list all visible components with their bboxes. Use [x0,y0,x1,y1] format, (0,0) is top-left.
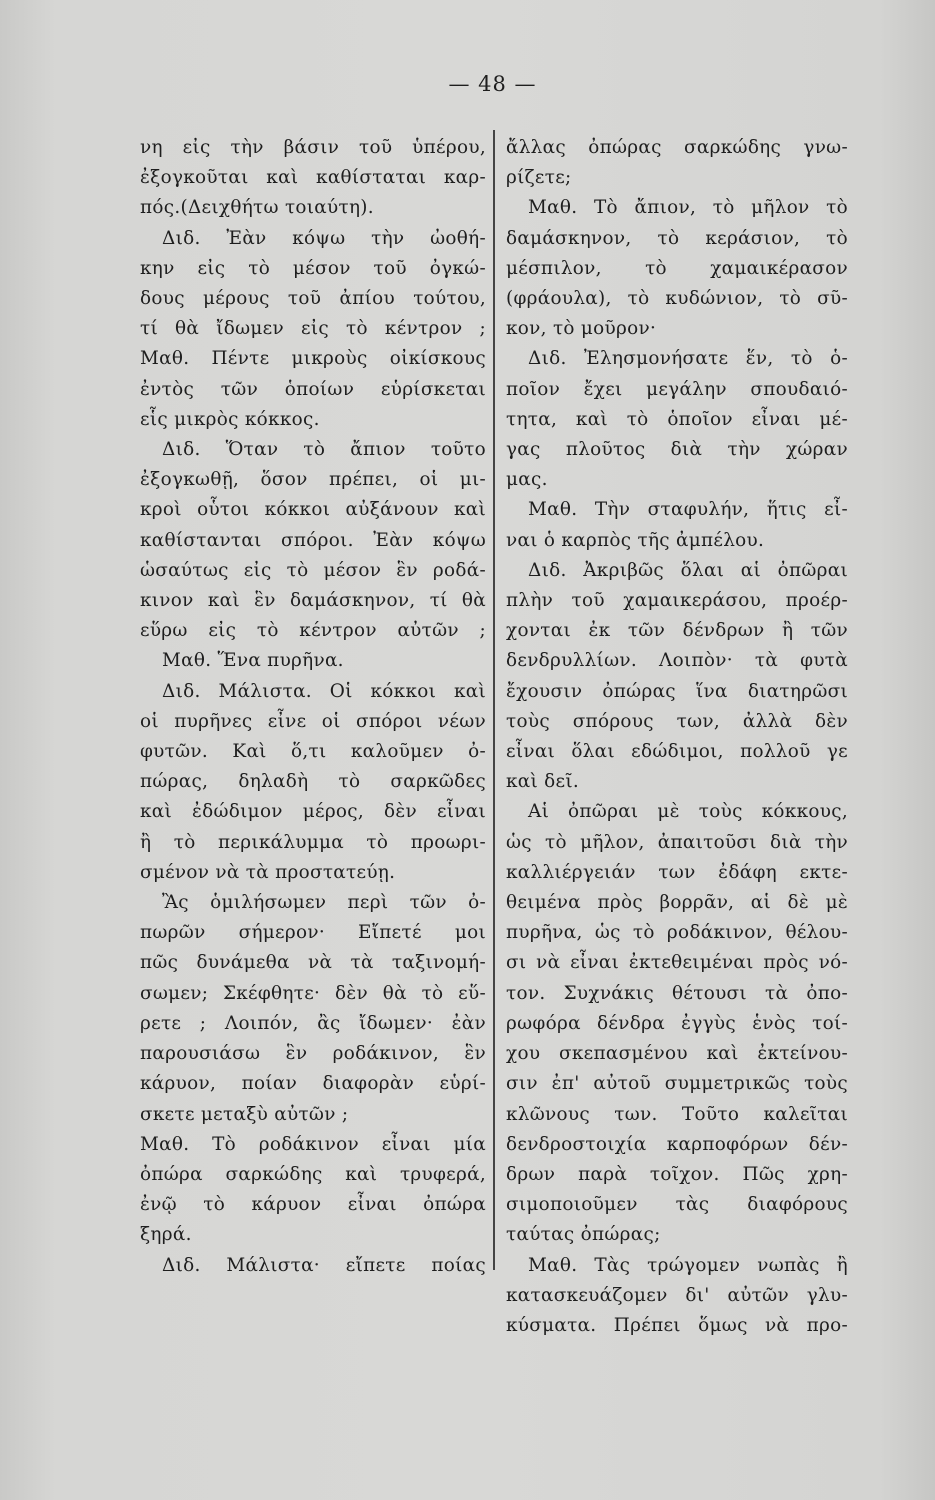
text-line: ρίζετε; [506,167,572,189]
page-number: — 48 — [448,72,537,96]
text-line: σιμοποιοῦμεν τὰς διαφόρους [506,1194,848,1216]
text-line: Διδ. Μάλιστα. Οἱ κόκκοι καὶ [162,680,486,702]
text-line: πωρῶν σήμερον· Εἴπετέ μοι [140,922,486,944]
text-line: παρουσιάσω ἓν ροδάκινον, ἓν [140,1043,486,1065]
text-line: γας πλοῦτος διὰ τὴν χώραν [506,439,848,461]
text-line: Μαθ. Πέντε μικροὺς οἰκίσκους [140,348,486,370]
text-line: σωμεν; Σκέφθητε· δὲν θὰ τὸ εὕ- [140,982,486,1004]
text-line: ρωφόρα δένδρα ἐγγὺς ἑνὸς τοί- [506,1012,848,1034]
text-line: πλὴν τοῦ χαμαικεράσου, προέρ- [506,590,848,612]
text-line: ὡσαύτως εἰς τὸ μέσον ἓν ροδά- [140,559,486,581]
text-line: ἄλλας ὀπώρας σαρκώδης γνω- [506,137,848,158]
text-line: δους μέρους τοῦ ἀπίου τούτου, [140,288,486,310]
text-line: δρων παρὰ τοῖχον. Πῶς χρη- [506,1163,848,1185]
text-line: θειμένα πρὸς βορρᾶν, αἱ δὲ μὲ [506,892,848,914]
text-line: Διδ. Ἐλησμονήσατε ἕν, τὸ ὁ- [528,348,848,370]
text-line: Μαθ. Ἕνα πυρῆνα. [162,650,344,672]
text-line: καὶ ἐδώδιμον μέρος, δὲν εἶναι [140,801,486,823]
left-column [140,133,486,1281]
text-line: σμένον νὰ τὰ προστατεύῃ. [140,861,396,883]
text-line: Διδ. Ἐὰν κόψω τὴν ὠοθή- [162,227,486,249]
text-line: Μαθ. Τὸ ἄπιον, τὸ μῆλον τὸ [528,197,848,219]
text-line: δενδρυλλίων. Λοιπὸν· τὰ φυτὰ [506,650,848,672]
text-line: κινον καὶ ἓν δαμάσκηνον, τί θὰ [140,590,486,612]
text-line: δαμάσκηνον, τὸ κεράσιον, τὸ [506,227,848,249]
text-line: κλῶνους των. Τοῦτο καλεῖται [506,1103,848,1125]
text-line: Μαθ. Τὸ ροδάκινον εἶναι μία [140,1133,486,1155]
text-line: Μαθ. Τὴν σταφυλήν, ἥτις εἶ- [528,499,848,521]
text-line: ἔχουσιν ὀπώρας ἵνα διατηρῶσι [506,680,848,702]
text-line: Διδ. Ἀκριβῶς ὅλαι αἱ ὀπῶραι [528,559,848,581]
text-line: καλλιέργειάν των ἐδάφη εκτε- [506,861,848,883]
text-line: ρετε ; Λοιπόν, ἂς ἴδωμεν· ἐὰν [140,1012,486,1034]
text-line: Διδ. Ὅταν τὸ ἄπιον τοῦτο [162,439,486,461]
text-line: κάρυον, ποίαν διαφορὰν εὑρί- [140,1073,486,1095]
column-divider [493,130,495,1270]
text-line: ἢ τὸ περικάλυμμα τὸ προωρι- [140,831,486,853]
text-line: (φράουλα), τὸ κυδώνιον, τὸ σῦ- [506,288,848,310]
text-line: χονται ἐκ τῶν δένδρων ἢ τῶν [506,620,848,642]
text-line: ὡς τὸ μῆλον, ἀπαιτοῦσι διὰ τὴν [506,831,848,853]
text-line: καὶ δεῖ. [506,771,580,793]
text-line: σκετε μεταξὺ αὐτῶν ; [140,1103,349,1125]
text-line: ἐξογκωθῇ, ὅσον πρέπει, οἱ μι- [140,469,486,491]
text-line: χου σκεπασμένου καὶ ἐκτείνου- [506,1043,848,1065]
text-line: πῶς δυνάμεθα νὰ τὰ ταξινομή- [140,952,486,974]
text-line: φυτῶν. Καὶ ὅ,τι καλοῦμεν ὀ- [140,741,486,763]
text-line: κατασκευάζομεν δι' αὐτῶν γλυ- [506,1284,848,1306]
text-line: ἐξογκοῦται καὶ καθίσταται καρ- [140,167,486,189]
text-line: Μαθ. Τὰς τρώγομεν νωπὰς ἢ [528,1254,848,1276]
text-line: κροὶ οὗτοι κόκκοι αὐξάνουν καὶ [140,499,486,521]
text-line: ταύτας ὀπώρας; [506,1224,661,1246]
text-line: πώρας, δηλαδὴ τὸ σαρκῶδες [140,771,486,793]
text-line: ναι ὁ καρπὸς τῆς ἀμπέλου. [506,529,765,551]
text-line: Διδ. Μάλιστα· εἴπετε ποίας [162,1254,486,1276]
text-line: οἱ πυρῆνες εἶνε οἱ σπόροι νέων [140,710,486,732]
text-line: τητα, καὶ τὸ ὁποῖον εἶναι μέ- [506,408,848,430]
text-line: πυρῆνα, ὡς τὸ ροδάκινον, θέλου- [506,922,848,944]
text-line: νη εἰς τὴν βάσιν τοῦ ὑπέρου, [140,137,486,158]
text-line: εὕρω εἰς τὸ κέντρον αὐτῶν ; [140,620,486,642]
text-line: καθίστανται σπόροι. Ἐὰν κόψω [140,529,486,551]
text-line: ὀπώρα σαρκώδης καὶ τρυφερά, [140,1163,486,1185]
text-line: τον. Συχνάκις θέτουσι τὰ ὀπο- [506,982,848,1004]
text-line: ἐντὸς τῶν ὁποίων εὑρίσκεται [140,378,486,400]
text-line: τοὺς σπόρους των, ἀλλὰ δὲν [506,710,848,732]
text-line: σι νὰ εἶναι ἐκτεθειμέναι πρὸς νό- [506,952,848,974]
text-line: κον, τὸ μοῦρον· [506,318,657,340]
text-line: σιν ἐπ' αὐτοῦ συμμετρικῶς τοὺς [506,1073,848,1095]
text-line: μέσπιλον, τὸ χαμαικέρασον [506,257,848,279]
right-column [506,133,848,1341]
text-line: μας. [506,469,548,491]
text-line: εἶναι ὅλαι εδώδιμοι, πολλοῦ γε [506,741,848,763]
text-line: ξηρά. [140,1224,192,1246]
text-line: ποῖον ἔχει μεγάλην σπουδαιό- [506,378,848,400]
text-line: κην εἰς τὸ μέσον τοῦ ὀγκώ- [140,257,486,279]
text-line: κύσματα. Πρέπει ὅμως νὰ προ- [506,1314,848,1336]
text-line: Ἂς ὁμιλήσωμεν περὶ τῶν ὀ- [162,892,486,914]
text-line: πός.(Δειχθήτω τοιαύτη). [140,197,374,219]
text-line: Αἱ ὀπῶραι μὲ τοὺς κόκκους, [528,801,848,823]
text-line: δενδροστοιχία καρποφόρων δέν- [506,1133,848,1155]
text-line: ἐνῷ τὸ κάρυον εἶναι ὀπώρα [140,1194,486,1216]
text-line: τί θὰ ἴδωμεν εἰς τὸ κέντρον ; [140,318,486,340]
text-line: εἷς μικρὸς κόκκος. [140,408,320,430]
